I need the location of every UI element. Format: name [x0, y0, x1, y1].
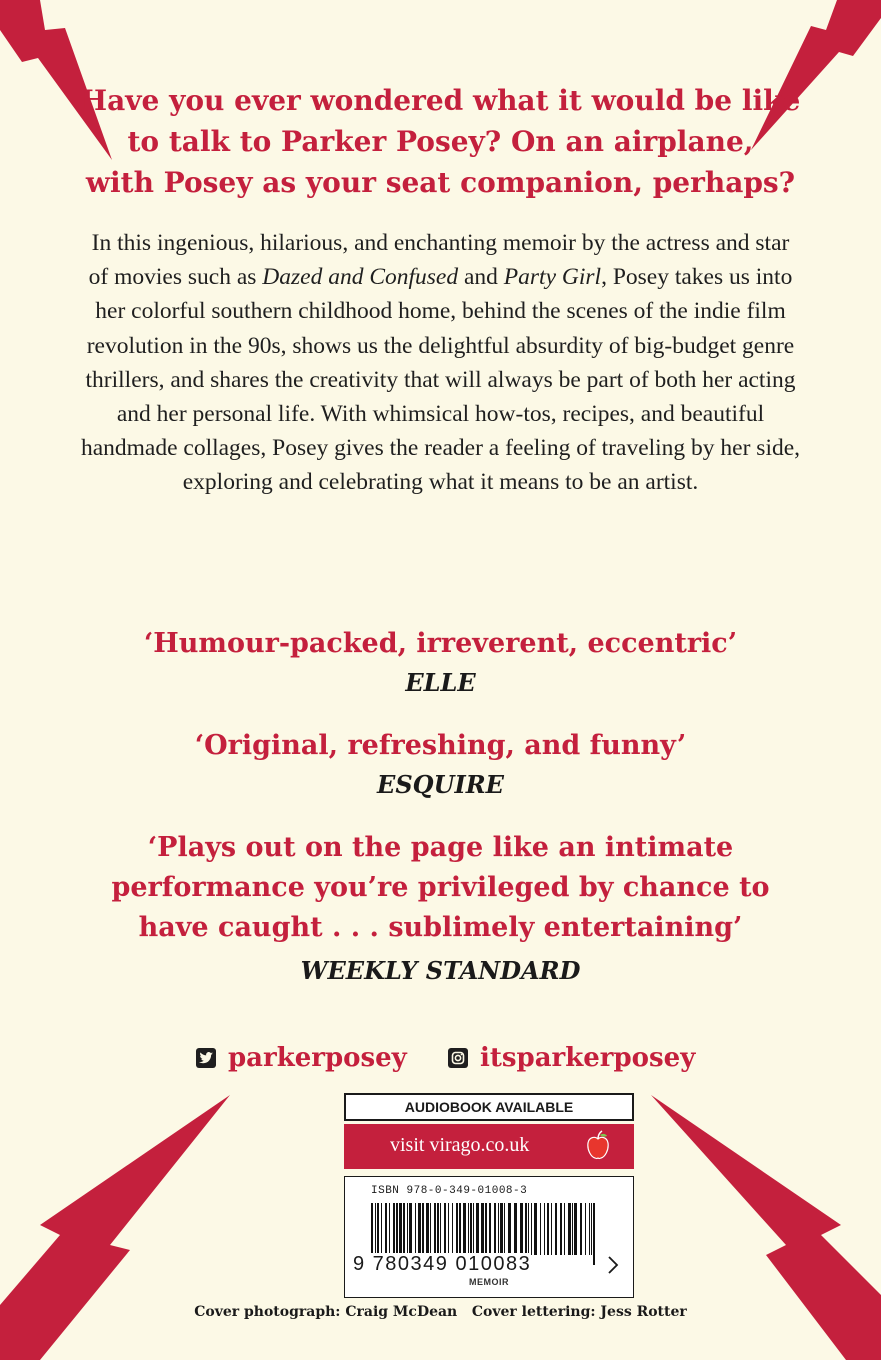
barcode-bar: [534, 1203, 537, 1255]
barcode-bar: [547, 1203, 549, 1255]
barcode-bar: [437, 1203, 439, 1255]
review-quote-line: performance you’re privileged by chance to: [111, 872, 770, 903]
visit-website-banner[interactable]: [344, 1124, 634, 1169]
barcode-bar: [385, 1203, 387, 1255]
barcode-bar: [448, 1203, 449, 1255]
review-source: ESQUIRE: [377, 770, 504, 799]
barcode-bar: [568, 1203, 571, 1255]
barcode-bar: [415, 1203, 416, 1255]
review-quote-line: have caught . . . sublimely entertaining’: [138, 912, 743, 943]
photo-credit: Cover photograph: Craig McDean: [194, 1304, 458, 1320]
barcode-bar: [591, 1203, 592, 1255]
description-text: , Posey takes us into her colorful southern childhood home, behind the scenes of the indie film revolution in the 90s, shows us the delightful absurdity of big-budget genre thrillers, and shares the creativity that will always be part of both her acting and her personal life. With whimsical how-tos, recipes, and beautiful handmade collages, Posey gives the reader a feeling of traveling by her side, exploring and celebrating what it means to be an artist.: [80, 264, 801, 496]
barcode-bar: [494, 1203, 496, 1255]
book-description: [80, 226, 801, 500]
cover-credits: [0, 1304, 881, 1320]
barcode-bar: [459, 1203, 461, 1255]
barcode-bar: [473, 1203, 474, 1255]
isbn-label: ISBN 978-0-349-01008-3: [371, 1185, 528, 1197]
barcode-bar: [409, 1203, 412, 1255]
barcode-bar: [434, 1203, 436, 1255]
barcode-bar: [574, 1203, 577, 1255]
barcode-bar: [418, 1203, 421, 1255]
twitter-username: parkerposey: [228, 1043, 407, 1073]
barcode-bar: [393, 1203, 395, 1255]
barcode-bar: [396, 1203, 398, 1255]
barcode-bar: [430, 1203, 431, 1255]
barcode-bar: [399, 1203, 402, 1255]
lightning-bolt-bottom-left-icon: [0, 1095, 235, 1360]
lightning-bolt-bottom-right-icon: [646, 1095, 881, 1360]
audiobook-available-label: AUDIOBOOK AVAILABLE: [344, 1093, 634, 1121]
instagram-icon: [448, 1048, 468, 1068]
barcode-bar: [375, 1203, 376, 1255]
genre-label: MEMOIR: [469, 1277, 509, 1287]
instagram-handle[interactable]: [448, 1040, 695, 1076]
barcode-bar: [389, 1203, 390, 1255]
barcode-bar: [585, 1203, 586, 1255]
barcode-bar: [422, 1203, 424, 1255]
description-text: In this ingenious, hilarious, and enchanting memoir by the actress and star of movies such as: [88, 230, 790, 291]
barcode-bar: [426, 1203, 429, 1255]
lettering-credit: Cover lettering: Jess Rotter: [471, 1304, 687, 1320]
headline-line: with Posey as your seat companion, perhaps?: [85, 166, 796, 199]
barcode-bar: [544, 1203, 545, 1255]
barcode-bar: [440, 1203, 441, 1255]
barcode-bar: [407, 1203, 408, 1255]
barcode-bar: [528, 1203, 529, 1255]
barcode-bar: [580, 1203, 582, 1255]
barcode-bar: [520, 1203, 523, 1255]
review-quote: [60, 828, 821, 948]
twitter-handle[interactable]: [196, 1040, 407, 1076]
review-quote: ‘Humour-packed, irreverent, eccentric’: [143, 628, 738, 659]
film-title: Dazed and Confused: [262, 264, 459, 291]
barcode-bar: [476, 1203, 479, 1255]
headline: [60, 80, 821, 203]
barcode-bar: [504, 1203, 505, 1255]
chevron-right-icon: [607, 1255, 619, 1275]
barcode-bar: [452, 1203, 453, 1255]
barcode-bar: [540, 1203, 541, 1255]
barcode-bar: [468, 1203, 469, 1255]
apple-logo-icon: [584, 1130, 612, 1162]
instagram-username: itsparkerposey: [480, 1043, 696, 1073]
barcode-bar: [403, 1203, 405, 1255]
headline-line: Have you ever wondered what it would be like: [80, 84, 801, 117]
barcode-bar: [481, 1203, 484, 1255]
website-link[interactable]: visit virago.co.uk: [390, 1134, 530, 1156]
barcode-bar: [593, 1203, 595, 1265]
barcode-bar: [463, 1203, 466, 1255]
review-quote: ‘Original, refreshing, and funny’: [194, 730, 687, 761]
barcode-bar: [555, 1203, 557, 1255]
review-source: ELLE: [405, 668, 476, 697]
barcode-digits: 9 780349 010083: [353, 1253, 532, 1275]
barcode-bar: [500, 1203, 503, 1255]
barcode-bar: [525, 1203, 527, 1255]
barcode-bar: [589, 1203, 590, 1255]
barcode-bar: [498, 1203, 499, 1255]
barcode-bar: [514, 1203, 517, 1255]
barcode-bar: [456, 1203, 458, 1255]
barcode-bar: [489, 1203, 491, 1255]
twitter-icon: [196, 1048, 216, 1068]
barcode-panel: [344, 1176, 634, 1298]
barcode-bar: [572, 1203, 573, 1255]
barcode-bar: [444, 1203, 446, 1255]
barcode-bar: [551, 1203, 552, 1255]
barcode-bar: [564, 1203, 565, 1255]
review-quote-line: ‘Plays out on the page like an intimate: [147, 832, 734, 863]
review-source: WEEKLY STANDARD: [300, 956, 581, 985]
barcode-bar: [470, 1203, 472, 1255]
barcode-bar: [560, 1203, 562, 1255]
barcode-bar: [508, 1203, 511, 1255]
description-text: and: [458, 264, 504, 291]
barcode-bar: [381, 1203, 382, 1255]
headline-line: to talk to Parker Posey? On an airplane,: [127, 125, 754, 158]
barcode-bar: [531, 1203, 532, 1255]
film-title: Party Girl: [503, 264, 602, 291]
barcode-bar: [377, 1203, 379, 1255]
